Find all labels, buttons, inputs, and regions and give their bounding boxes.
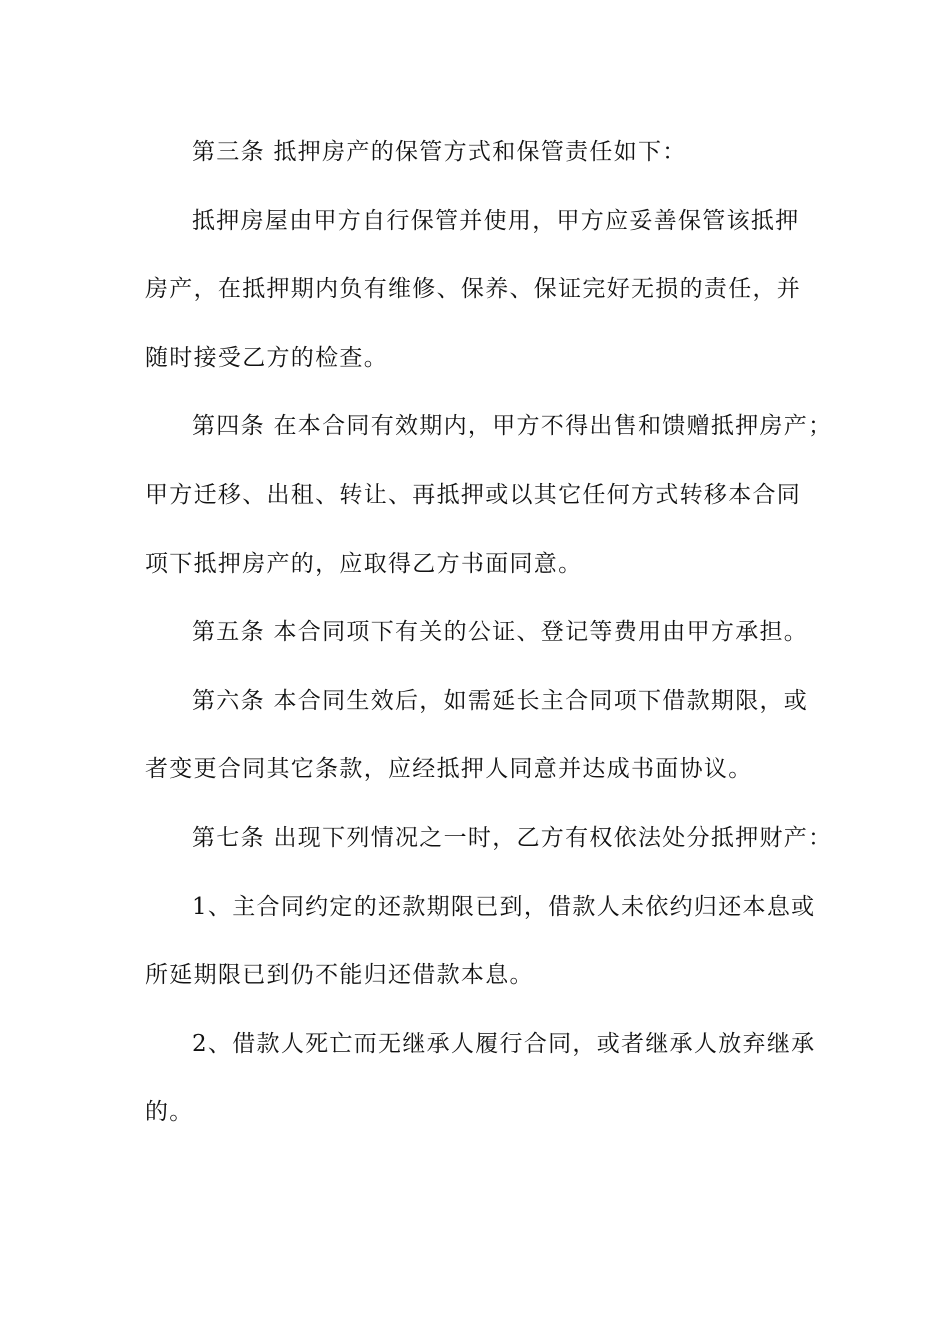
text-line: 所延期限已到仍不能归还借款本息。 (145, 962, 534, 989)
text-line: 随时接受乙方的检查。 (145, 344, 388, 371)
article-6-paragraph (145, 667, 825, 804)
article-7-item-1-paragraph (145, 873, 825, 1010)
text-line: 的。 (145, 1099, 194, 1126)
text-line: 抵押房屋由甲方自行保管并使用，甲方应妥善保管该抵押 (192, 207, 800, 234)
article-4-paragraph (145, 392, 833, 598)
document-body (145, 118, 833, 1147)
text-line: 甲方迁移、出租、转让、再抵押或以其它任何方式转移本合同 (145, 481, 802, 508)
text-line: 2、借款人死亡而无继承人履行合同，或者继承人放弃继承 (192, 1030, 816, 1057)
text-line: 第七条 出现下列情况之一时，乙方有权依法处分抵押财产： (192, 824, 833, 851)
text-line: 项下抵押房产的，应取得乙方书面同意。 (145, 550, 583, 577)
text-line: 房产，在抵押期内负有维修、保养、保证完好无损的责任，并 (145, 276, 802, 303)
article-7-paragraph (145, 804, 833, 873)
article-3-detail-paragraph (145, 187, 825, 393)
text-line: 1、主合同约定的还款期限已到，借款人未依约归还本息或 (192, 893, 816, 920)
text-line: 第三条 抵押房产的保管方式和保管责任如下： (192, 139, 687, 165)
text-line: 第六条 本合同生效后，如需延长主合同项下借款期限，或 (192, 687, 809, 714)
text-line: 者变更合同其它条款，应经抵押人同意并达成书面协议。 (145, 756, 753, 783)
article-3-paragraph (145, 118, 825, 187)
article-5-paragraph (145, 598, 825, 667)
article-7-item-2-paragraph (145, 1010, 825, 1147)
text-line: 第四条 在本合同有效期内，甲方不得出售和馈赠抵押房产； (192, 413, 833, 440)
text-line: 第五条 本合同项下有关的公证、登记等费用由甲方承担。 (192, 619, 809, 646)
